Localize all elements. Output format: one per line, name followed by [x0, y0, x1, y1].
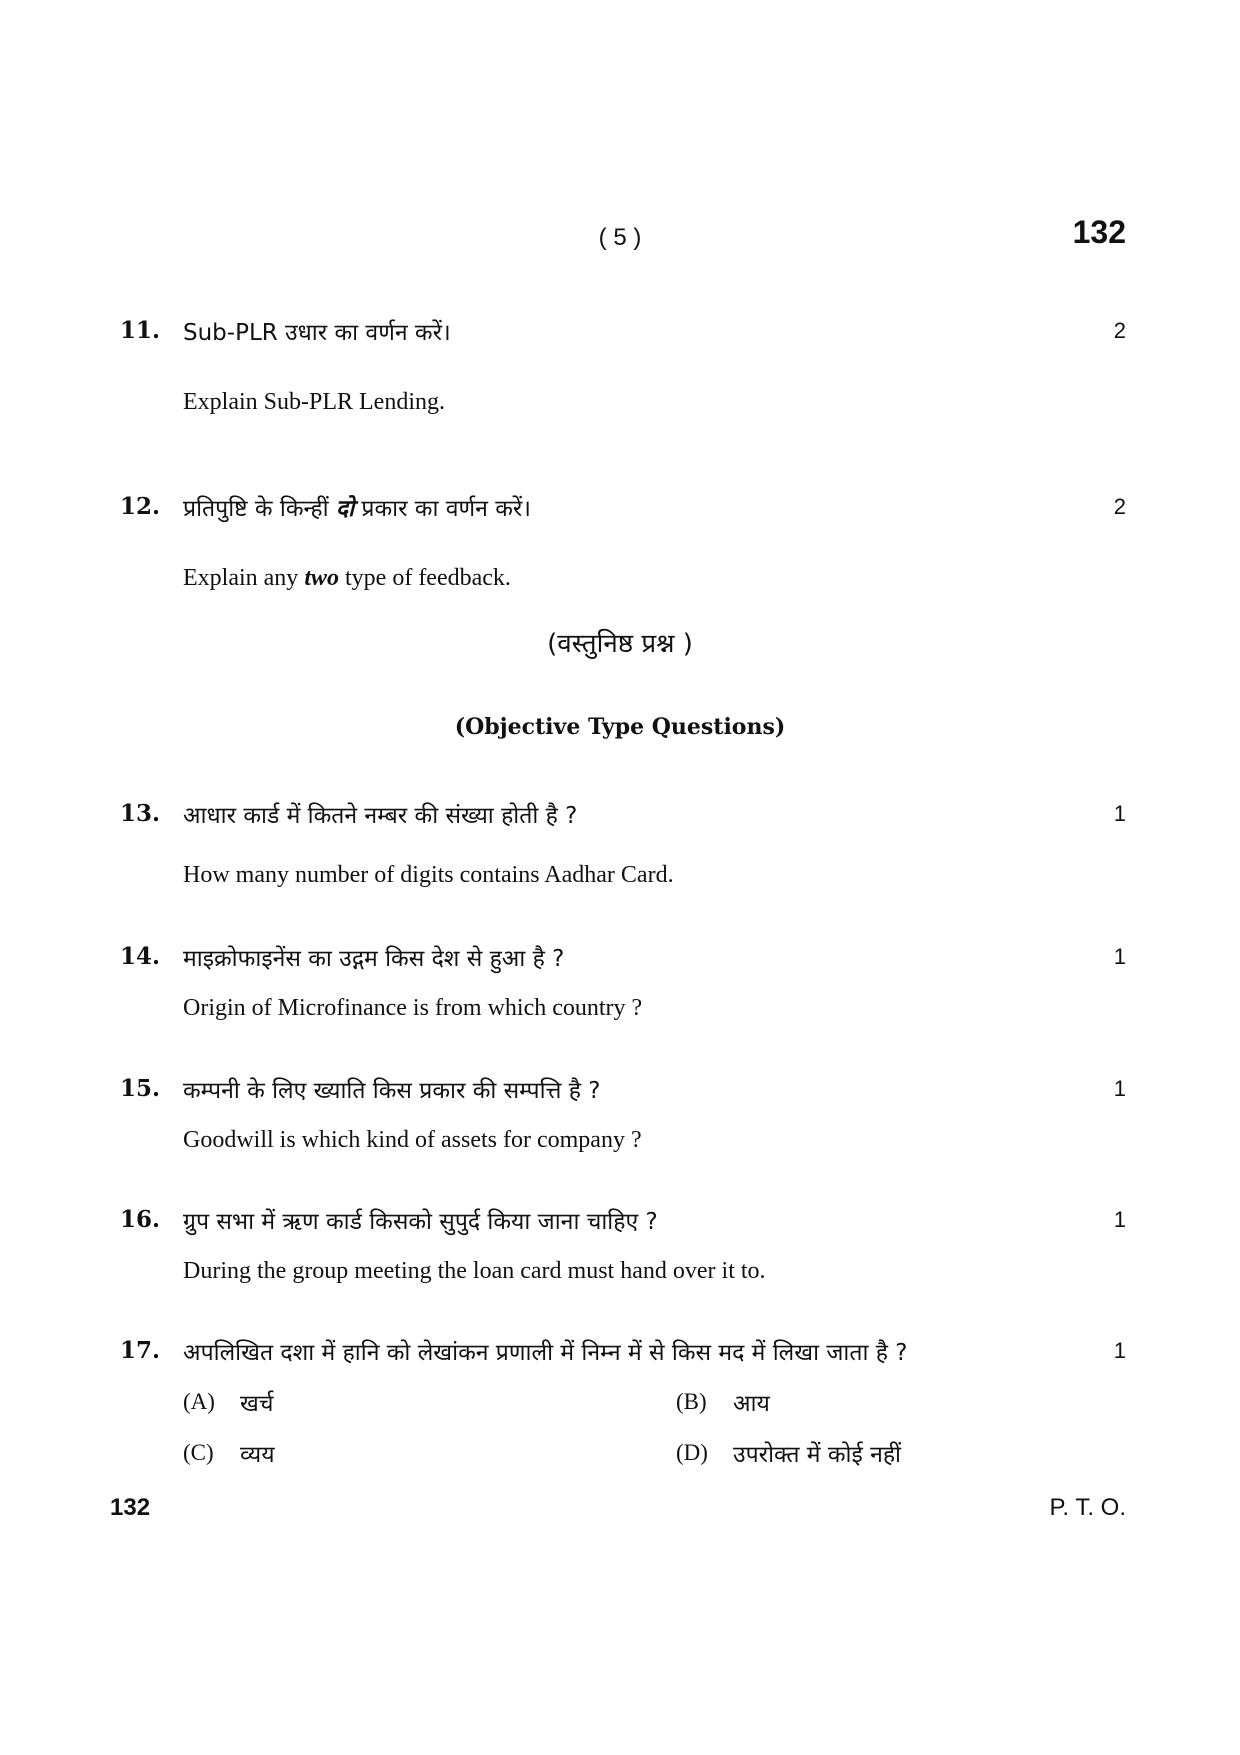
option-label: (C): [183, 1440, 214, 1465]
paper-code-header: 132: [1072, 214, 1126, 250]
question-number: 13.: [120, 800, 161, 827]
question-text-hindi: Sub-PLR उधार का वर्णन करें।: [183, 320, 451, 346]
question-text-hindi: माइक्रोफाइनेंस का उद्गम किस देश से हुआ है ?: [183, 946, 565, 972]
paper-code-footer: 132: [110, 1494, 151, 1521]
question-text-english-part: Explain any: [183, 565, 305, 591]
emphasis-word: two: [304, 565, 339, 591]
option-text: आय: [733, 1391, 770, 1417]
section-heading-english: (Objective Type Questions): [454, 714, 786, 740]
question-marks: 2: [1113, 494, 1126, 519]
question-text-english-part: type of feedback.: [339, 565, 511, 591]
question-text-english: [183, 565, 511, 592]
question-text-english: During the group meeting the loan card must hand over it to.: [183, 1258, 766, 1284]
question-marks: 1: [1113, 944, 1126, 969]
question-number: 12.: [120, 493, 161, 520]
question-text-hindi: अपलिखित दशा में हानि को लेखांकन प्रणाली में निम्न में से किस मद में लिखा जाता है ?: [183, 1340, 908, 1366]
option-label: (B): [676, 1389, 707, 1414]
please-turn-over: P. T. O.: [1049, 1494, 1126, 1521]
option-label: (D): [676, 1440, 708, 1465]
emphasis-word: दो: [335, 496, 355, 522]
question-text-english: How many number of digits contains Aadhar Card.: [183, 862, 674, 888]
question-number: 11.: [120, 317, 161, 344]
question-number: 15.: [120, 1075, 161, 1102]
question-marks: 1: [1113, 801, 1126, 826]
option-text: व्यय: [240, 1442, 275, 1468]
question-marks: 2: [1113, 318, 1126, 343]
question-number: 16.: [120, 1206, 161, 1233]
question-text-hindi-part: प्रकार का वर्णन करें।: [354, 496, 531, 522]
option-text: उपरोक्त में कोई नहीं: [733, 1442, 902, 1468]
question-marks: 1: [1113, 1338, 1126, 1363]
question-number: 14.: [120, 943, 161, 970]
question-text-english: Explain Sub-PLR Lending.: [183, 389, 445, 415]
option-text: खर्च: [240, 1391, 274, 1417]
section-heading-hindi: (वस्तुनिष्ठ प्रश्न ): [547, 629, 693, 659]
question-text-hindi: [183, 491, 531, 523]
option-label: (A): [183, 1389, 215, 1414]
page-number: ( 5 ): [598, 224, 642, 251]
question-text-hindi: कम्पनी के लिए ख्याति किस प्रकार की सम्पत्ति है ?: [183, 1078, 601, 1104]
question-number: 17.: [120, 1337, 161, 1364]
question-text-english: Goodwill is which kind of assets for company ?: [183, 1127, 642, 1153]
question-marks: 1: [1113, 1076, 1126, 1101]
question-text-hindi: ग्रुप सभा में ऋण कार्ड किसको सुपुर्द किया जाना चाहिए ?: [183, 1209, 658, 1235]
question-text-hindi: आधार कार्ड में कितने नम्बर की संख्या होती है ?: [183, 803, 578, 829]
question-marks: 1: [1113, 1207, 1126, 1232]
question-text-english: Origin of Microfinance is from which country ?: [183, 995, 643, 1021]
question-text-hindi-part: प्रतिपुष्टि के किन्हीं: [183, 496, 336, 522]
